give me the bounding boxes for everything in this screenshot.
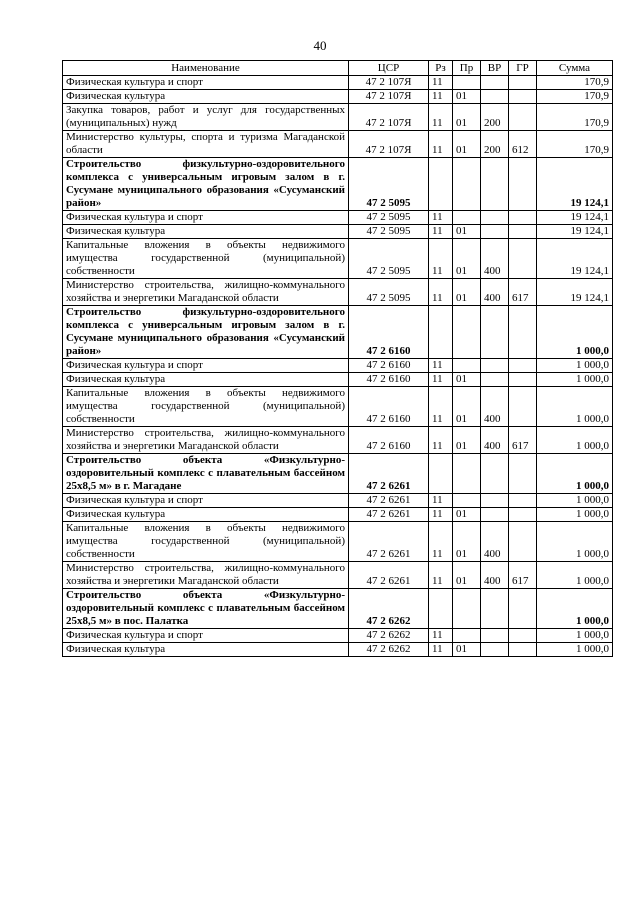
table-row (63, 131, 613, 158)
cell-gr (509, 643, 537, 657)
cell-csr: 47 2 5095 (349, 225, 429, 239)
header-csr: ЦСР (349, 61, 429, 76)
cell-sum: 170,9 (537, 104, 613, 131)
table-row (63, 494, 613, 508)
cell-rz: 11 (429, 373, 453, 387)
cell-gr (509, 454, 537, 494)
cell-gr (509, 211, 537, 225)
cell-name: Физическая культура (63, 225, 349, 239)
cell-gr: 617 (509, 279, 537, 306)
cell-rz: 11 (429, 427, 453, 454)
table-row (63, 76, 613, 90)
cell-pr (453, 454, 481, 494)
cell-rz: 11 (429, 643, 453, 657)
cell-vr: 400 (481, 562, 509, 589)
header-pr: Пр (453, 61, 481, 76)
cell-vr (481, 494, 509, 508)
cell-name: Капитальные вложения в объекты недвижимого имущества государственной (муниципальной) собственности (63, 239, 349, 279)
cell-pr: 01 (453, 427, 481, 454)
cell-vr (481, 589, 509, 629)
cell-rz: 11 (429, 279, 453, 306)
table-row (63, 643, 613, 657)
cell-csr: 47 2 107Я (349, 90, 429, 104)
cell-vr (481, 158, 509, 211)
cell-csr: 47 2 5095 (349, 279, 429, 306)
cell-name: Капитальные вложения в объекты недвижимого имущества государственной (муниципальной) собственности (63, 387, 349, 427)
cell-sum: 19 124,1 (537, 158, 613, 211)
cell-vr (481, 225, 509, 239)
cell-sum: 1 000,0 (537, 373, 613, 387)
cell-gr (509, 589, 537, 629)
cell-rz: 11 (429, 522, 453, 562)
cell-sum: 170,9 (537, 131, 613, 158)
cell-sum: 1 000,0 (537, 508, 613, 522)
cell-csr: 47 2 6262 (349, 589, 429, 629)
cell-csr: 47 2 6261 (349, 454, 429, 494)
cell-vr (481, 359, 509, 373)
table-row (63, 629, 613, 643)
cell-sum: 1 000,0 (537, 643, 613, 657)
table-row (63, 454, 613, 494)
cell-name: Капитальные вложения в объекты недвижимого имущества государственной (муниципальной) собственности (63, 522, 349, 562)
cell-pr: 01 (453, 225, 481, 239)
cell-gr (509, 158, 537, 211)
cell-gr (509, 225, 537, 239)
cell-vr (481, 76, 509, 90)
cell-name: Физическая культура и спорт (63, 629, 349, 643)
cell-csr: 47 2 5095 (349, 158, 429, 211)
cell-name: Физическая культура (63, 508, 349, 522)
cell-name: Строительство объекта «Физкультурно-оздоровительный комплекс с плавательным бассейном 25х8,5 м» в пос. Палатка (63, 589, 349, 629)
cell-vr: 200 (481, 104, 509, 131)
cell-csr: 47 2 6262 (349, 629, 429, 643)
header-gr: ГР (509, 61, 537, 76)
cell-vr (481, 454, 509, 494)
cell-sum: 19 124,1 (537, 225, 613, 239)
cell-pr: 01 (453, 279, 481, 306)
cell-rz (429, 158, 453, 211)
cell-sum: 170,9 (537, 90, 613, 104)
cell-rz: 11 (429, 90, 453, 104)
cell-rz: 11 (429, 211, 453, 225)
cell-gr (509, 373, 537, 387)
table-row (63, 239, 613, 279)
cell-pr: 01 (453, 387, 481, 427)
table-body (63, 76, 613, 657)
table-row (63, 387, 613, 427)
cell-gr (509, 90, 537, 104)
cell-sum: 1 000,0 (537, 522, 613, 562)
cell-rz: 11 (429, 225, 453, 239)
cell-name: Физическая культура (63, 90, 349, 104)
cell-vr: 400 (481, 522, 509, 562)
cell-pr: 01 (453, 90, 481, 104)
cell-sum: 1 000,0 (537, 562, 613, 589)
cell-gr (509, 76, 537, 90)
cell-sum: 1 000,0 (537, 427, 613, 454)
table-row (63, 158, 613, 211)
cell-gr (509, 306, 537, 359)
cell-rz: 11 (429, 508, 453, 522)
table-row (63, 373, 613, 387)
cell-vr: 400 (481, 427, 509, 454)
cell-pr: 01 (453, 239, 481, 279)
cell-rz: 11 (429, 629, 453, 643)
cell-rz (429, 454, 453, 494)
cell-pr (453, 76, 481, 90)
cell-sum: 1 000,0 (537, 494, 613, 508)
cell-name: Министерство строительства, жилищно-коммунального хозяйства и энергетики Магаданской области (63, 562, 349, 589)
table-row (63, 306, 613, 359)
cell-gr (509, 359, 537, 373)
cell-name: Министерство строительства, жилищно-коммунального хозяйства и энергетики Магаданской области (63, 279, 349, 306)
cell-name: Физическая культура и спорт (63, 359, 349, 373)
cell-csr: 47 2 6160 (349, 373, 429, 387)
cell-vr (481, 373, 509, 387)
cell-vr (481, 629, 509, 643)
cell-vr (481, 211, 509, 225)
cell-pr: 01 (453, 373, 481, 387)
cell-rz: 11 (429, 104, 453, 131)
cell-name: Физическая культура (63, 373, 349, 387)
cell-name: Строительство физкультурно-оздоровительного комплекса с универсальным игровым залом в г. Сусумане муниципального образования «Сусуманский район» (63, 158, 349, 211)
cell-csr: 47 2 6261 (349, 562, 429, 589)
table-header-row (63, 61, 613, 76)
cell-sum: 170,9 (537, 76, 613, 90)
table-row (63, 508, 613, 522)
cell-gr: 612 (509, 131, 537, 158)
cell-name: Министерство культуры, спорта и туризма Магаданской области (63, 131, 349, 158)
cell-pr: 01 (453, 104, 481, 131)
cell-pr (453, 306, 481, 359)
cell-csr: 47 2 6160 (349, 306, 429, 359)
cell-vr: 400 (481, 239, 509, 279)
cell-csr: 47 2 107Я (349, 76, 429, 90)
cell-name: Физическая культура и спорт (63, 76, 349, 90)
cell-gr (509, 508, 537, 522)
cell-name: Министерство строительства, жилищно-коммунального хозяйства и энергетики Магаданской области (63, 427, 349, 454)
cell-csr: 47 2 6160 (349, 359, 429, 373)
cell-csr: 47 2 6261 (349, 522, 429, 562)
cell-pr (453, 211, 481, 225)
cell-gr (509, 629, 537, 643)
cell-vr: 400 (481, 387, 509, 427)
cell-pr: 01 (453, 522, 481, 562)
cell-gr: 617 (509, 562, 537, 589)
cell-csr: 47 2 107Я (349, 104, 429, 131)
cell-sum: 1 000,0 (537, 387, 613, 427)
cell-vr (481, 643, 509, 657)
cell-rz: 11 (429, 76, 453, 90)
cell-sum: 19 124,1 (537, 239, 613, 279)
cell-vr: 200 (481, 131, 509, 158)
cell-csr: 47 2 6160 (349, 387, 429, 427)
cell-csr: 47 2 6261 (349, 508, 429, 522)
cell-name: Физическая культура (63, 643, 349, 657)
table-row (63, 90, 613, 104)
budget-table (62, 60, 613, 657)
cell-rz: 11 (429, 239, 453, 279)
cell-pr: 01 (453, 562, 481, 589)
cell-pr (453, 589, 481, 629)
cell-pr: 01 (453, 643, 481, 657)
cell-sum: 1 000,0 (537, 629, 613, 643)
cell-name: Строительство объекта «Физкультурно-оздоровительный комплекс с плавательным бассейном 25х8,5 м» в г. Магадане (63, 454, 349, 494)
cell-name: Строительство физкультурно-оздоровительного комплекса с универсальным игровым залом в г. Сусумане муниципального образования «Сусуманский район» (63, 306, 349, 359)
table-row (63, 225, 613, 239)
table-row (63, 279, 613, 306)
table-row (63, 359, 613, 373)
cell-csr: 47 2 107Я (349, 131, 429, 158)
cell-csr: 47 2 6160 (349, 427, 429, 454)
cell-sum: 19 124,1 (537, 211, 613, 225)
cell-vr: 400 (481, 279, 509, 306)
header-name: Наименование (63, 61, 349, 76)
cell-csr: 47 2 5095 (349, 239, 429, 279)
table-row (63, 427, 613, 454)
cell-sum: 1 000,0 (537, 359, 613, 373)
cell-name: Физическая культура и спорт (63, 211, 349, 225)
cell-sum: 1 000,0 (537, 589, 613, 629)
cell-csr: 47 2 5095 (349, 211, 429, 225)
cell-rz (429, 306, 453, 359)
cell-pr (453, 158, 481, 211)
cell-pr: 01 (453, 508, 481, 522)
cell-sum: 19 124,1 (537, 279, 613, 306)
cell-rz: 11 (429, 387, 453, 427)
header-vr: ВР (481, 61, 509, 76)
cell-pr (453, 629, 481, 643)
table-row (63, 589, 613, 629)
table-row (63, 562, 613, 589)
page-number: 40 (313, 38, 327, 53)
cell-rz (429, 589, 453, 629)
cell-csr: 47 2 6262 (349, 643, 429, 657)
cell-rz: 11 (429, 359, 453, 373)
cell-vr (481, 90, 509, 104)
cell-vr (481, 508, 509, 522)
cell-pr: 01 (453, 131, 481, 158)
cell-rz: 11 (429, 131, 453, 158)
cell-gr (509, 104, 537, 131)
cell-pr (453, 359, 481, 373)
header-rz: Рз (429, 61, 453, 76)
table-row (63, 522, 613, 562)
header-sum: Сумма (537, 61, 613, 76)
cell-gr (509, 239, 537, 279)
table-row (63, 211, 613, 225)
cell-gr: 617 (509, 427, 537, 454)
cell-rz: 11 (429, 494, 453, 508)
cell-gr (509, 387, 537, 427)
cell-csr: 47 2 6261 (349, 494, 429, 508)
cell-gr (509, 522, 537, 562)
cell-name: Физическая культура и спорт (63, 494, 349, 508)
cell-pr (453, 494, 481, 508)
cell-vr (481, 306, 509, 359)
cell-name: Закупка товаров, работ и услуг для государственных (муниципальных) нужд (63, 104, 349, 131)
cell-gr (509, 494, 537, 508)
cell-sum: 1 000,0 (537, 454, 613, 494)
cell-rz: 11 (429, 562, 453, 589)
table-row (63, 104, 613, 131)
cell-sum: 1 000,0 (537, 306, 613, 359)
